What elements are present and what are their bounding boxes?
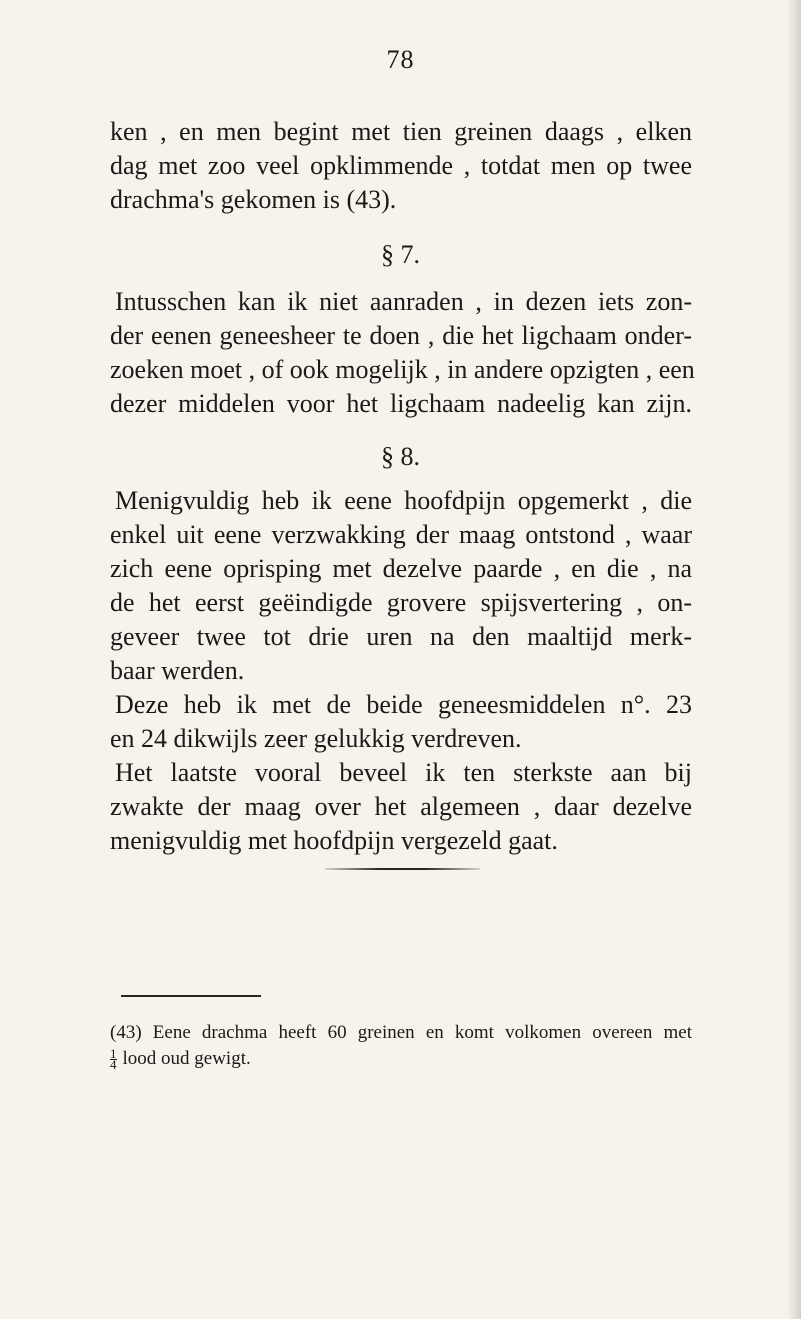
text-line: Het laatste vooral beveel ik ten sterkste aan bij	[115, 758, 692, 787]
text-line: menigvuldig met hoofdpijn vergezeld gaat.	[110, 826, 558, 855]
page-number: 78	[386, 45, 415, 74]
text-line: dezer middelen voor het ligchaam nadeelig kan zijn.	[110, 389, 692, 418]
text-line: zich eene oprisping met dezelve paarde , en die , na	[110, 554, 692, 583]
fraction-numerator: 1	[110, 1046, 117, 1062]
text-line: der eenen geneesheer te doen , die het ligchaam onder-	[110, 321, 692, 350]
fraction	[110, 1046, 117, 1073]
text-line: baar werden.	[110, 656, 245, 685]
section-heading-7: § 7.	[381, 240, 420, 269]
fraction-denominator: 4	[110, 1057, 117, 1073]
text-line: ken , en men begint met tien greinen daags , elken	[110, 117, 692, 146]
text-line: drachma's gekomen is (43).	[110, 185, 397, 214]
page-edge-shadow	[787, 0, 801, 1319]
footnote-rule	[121, 995, 261, 997]
text-line: zwakte der maag over het algemeen , daar dezelve	[110, 792, 692, 821]
text-line: enkel uit eene verzwakking der maag ontstond , waar	[110, 520, 692, 549]
footnote-text: lood oud gewigt.	[122, 1048, 251, 1069]
text-line: Deze heb ik met de beide geneesmiddelen n°. 23	[115, 690, 692, 719]
text-line: dag met zoo veel opklimmende , totdat men op twee	[110, 151, 692, 180]
text-line: de het eerst geëindigde grovere spijsvertering , on-	[110, 588, 692, 617]
text-line: en 24 dikwijls zeer gelukkig verdreven.	[110, 724, 522, 753]
text-line: Intusschen kan ik niet aanraden , in dezen iets zon-	[115, 287, 692, 316]
footnote-line	[110, 1046, 692, 1072]
section-heading-8: § 8.	[381, 442, 420, 471]
text-line: zoeken moet , of ook mogelijk , in andere opzigten , een	[110, 355, 695, 384]
text-line: geveer twee tot drie uren na den maaltijd merk-	[110, 622, 692, 651]
section-divider-rule	[325, 868, 480, 870]
footnote-line: (43) Eene drachma heeft 60 greinen en komt volkomen overeen met	[110, 1022, 692, 1043]
text-line: Menigvuldig heb ik eene hoofdpijn opgemerkt , die	[115, 486, 692, 515]
